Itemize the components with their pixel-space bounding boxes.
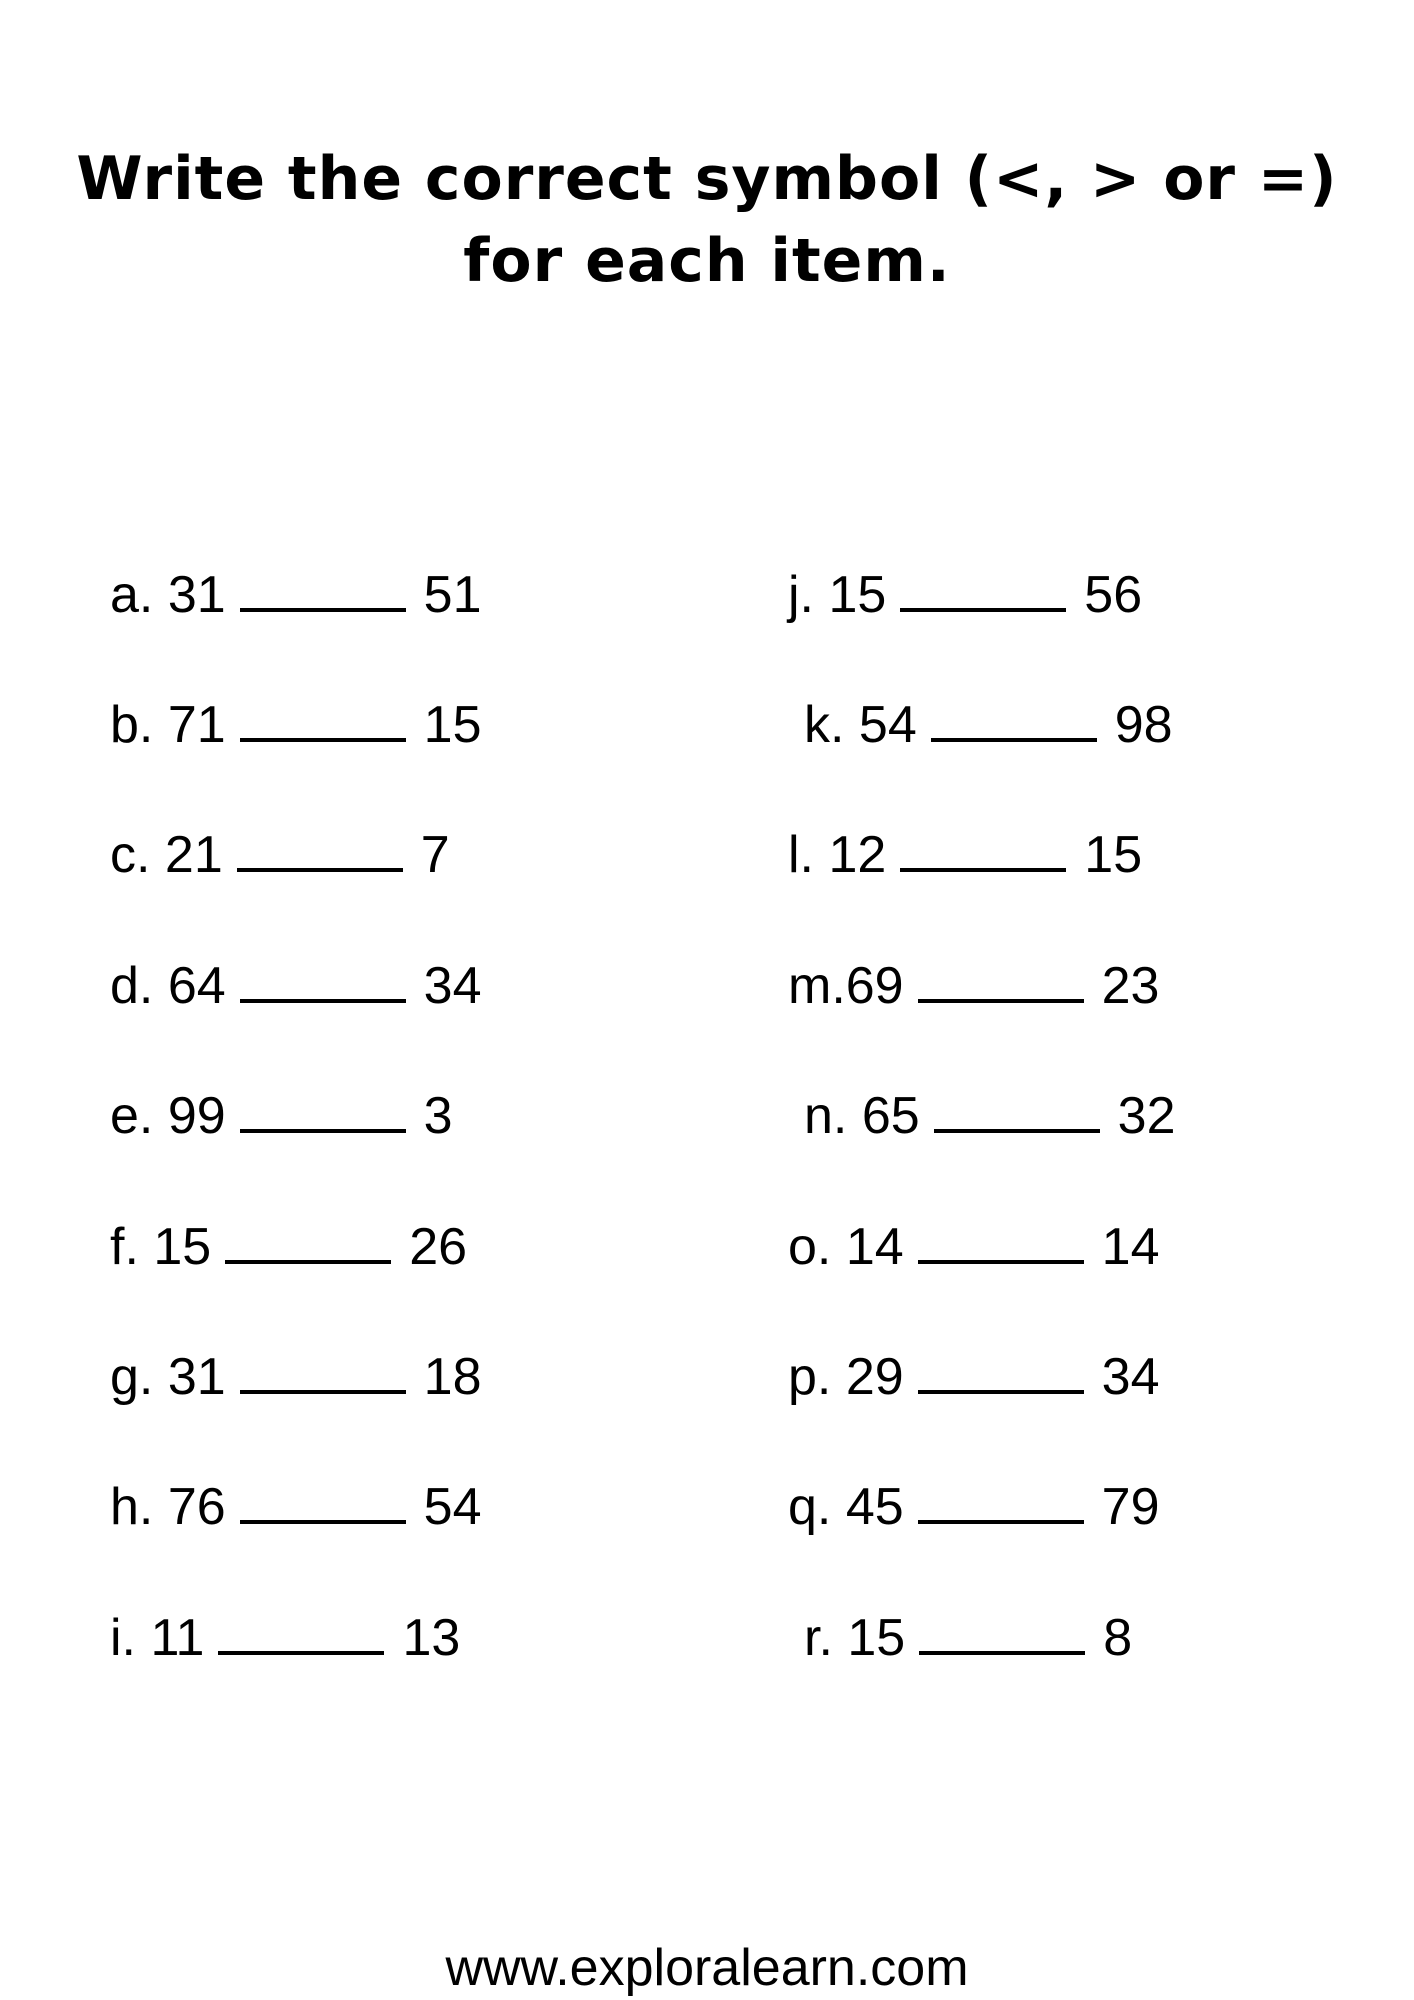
answer-blank[interactable] [240,1081,406,1133]
right-number: 15 [423,696,482,754]
left-number: 15 [847,1609,906,1667]
comparison-item [788,1212,1160,1282]
item-label: q. [788,1478,832,1536]
left-number: 45 [845,1478,904,1536]
left-number: 31 [167,1348,226,1406]
left-number: 12 [828,826,887,884]
left-number: 69 [845,957,904,1015]
item-label: n. [804,1087,848,1145]
left-number: 76 [167,1478,226,1536]
item-label: b. [110,696,154,754]
answer-blank[interactable] [240,560,406,612]
worksheet-title: Write the correct symbol (<, > or =) for each item. [76,144,1338,296]
right-number: 13 [402,1609,461,1667]
right-number: 54 [423,1478,482,1536]
right-number: 7 [420,826,450,884]
item-label: f. [110,1218,139,1276]
answer-blank[interactable] [225,1212,391,1264]
right-number: 23 [1101,957,1160,1015]
right-number: 56 [1084,566,1143,624]
answer-blank[interactable] [237,820,403,872]
answer-blank[interactable] [900,820,1066,872]
comparison-item [110,951,482,1021]
item-label: i. [110,1609,136,1667]
answer-blank[interactable] [240,951,406,1003]
right-number: 15 [1084,826,1143,884]
left-number: 21 [164,826,223,884]
answer-blank[interactable] [240,690,406,742]
item-label: c. [110,826,151,884]
left-number: 14 [845,1218,904,1276]
comparison-item [110,1472,482,1542]
answer-blank[interactable] [900,560,1066,612]
answer-blank[interactable] [931,690,1097,742]
comparison-item [110,1342,482,1412]
left-number: 11 [150,1609,205,1667]
comparison-item [788,560,1142,630]
answer-blank[interactable] [918,1342,1084,1394]
left-number: 15 [828,566,887,624]
item-label: g. [110,1348,154,1406]
left-number: 31 [167,566,226,624]
comparison-item [110,690,482,760]
right-number: 79 [1101,1478,1160,1536]
left-number: 71 [167,696,226,754]
item-label: p. [788,1348,832,1406]
left-number: 15 [153,1218,212,1276]
item-label: j. [788,566,814,624]
item-label: a. [110,566,154,624]
answer-blank[interactable] [218,1603,384,1655]
comparison-item [110,1081,453,1151]
right-number: 32 [1117,1087,1176,1145]
left-number: 65 [861,1087,920,1145]
right-number: 26 [409,1218,468,1276]
comparison-item [788,1342,1160,1412]
answer-blank[interactable] [918,1212,1084,1264]
item-label: m. [788,957,846,1015]
left-number: 54 [858,696,917,754]
item-label: o. [788,1218,832,1276]
answer-blank[interactable] [919,1603,1085,1655]
answer-blank[interactable] [918,951,1084,1003]
right-number: 98 [1114,696,1173,754]
item-label: d. [110,957,154,1015]
comparison-item [788,1472,1160,1542]
right-number: 34 [423,957,482,1015]
right-number: 34 [1101,1348,1160,1406]
comparison-item [110,820,450,890]
right-number: 51 [423,566,482,624]
left-number: 29 [845,1348,904,1406]
answer-blank[interactable] [240,1342,406,1394]
comparison-item [110,560,482,630]
item-label: r. [804,1609,833,1667]
comparison-item [804,1603,1132,1673]
comparison-item [110,1603,460,1673]
answer-blank[interactable] [934,1081,1100,1133]
item-label: h. [110,1478,154,1536]
item-label: l. [788,826,814,884]
right-number: 18 [423,1348,482,1406]
left-number: 99 [167,1087,226,1145]
comparison-item [804,690,1173,760]
comparison-item [788,820,1142,890]
item-label: e. [110,1087,154,1145]
answer-blank[interactable] [918,1472,1084,1524]
left-number: 64 [167,957,226,1015]
comparison-item [110,1212,467,1282]
right-number: 14 [1101,1218,1160,1276]
comparison-item [788,951,1159,1021]
item-label: k. [804,696,845,754]
answer-blank[interactable] [240,1472,406,1524]
right-number: 8 [1103,1609,1133,1667]
website-footer: www.exploralearn.com [445,1939,969,1997]
comparison-item [804,1081,1176,1151]
right-number: 3 [423,1087,453,1145]
